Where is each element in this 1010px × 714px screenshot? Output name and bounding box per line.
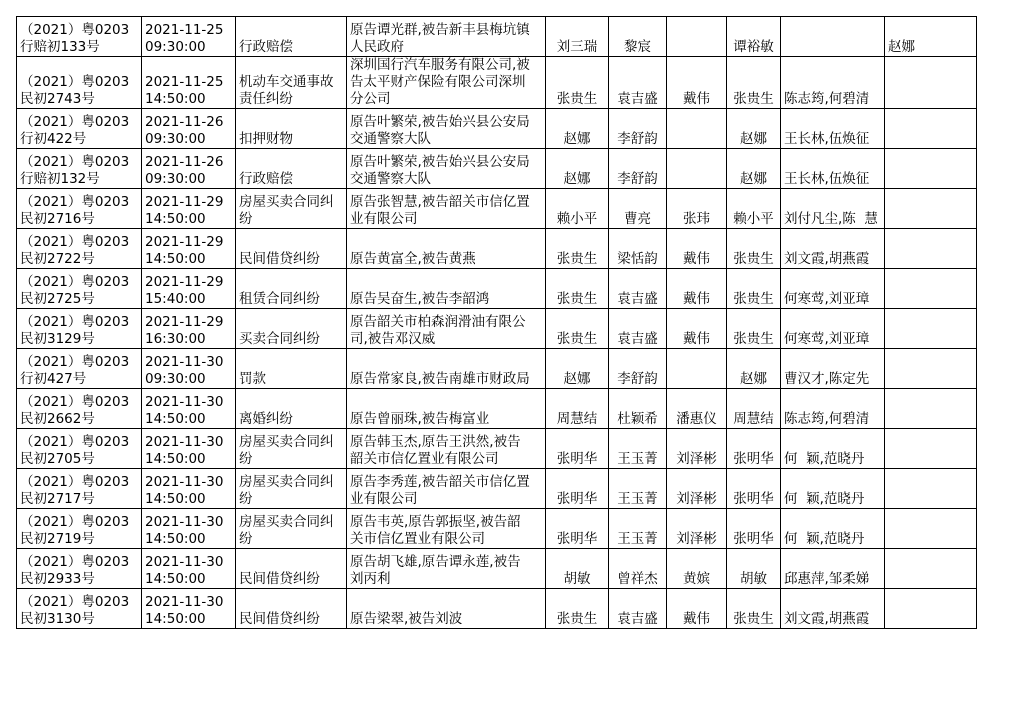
parties-cell: 原告胡飞雄,原告谭永莲,被告 刘丙利: [347, 549, 546, 589]
table-row: [17, 149, 977, 189]
panel-member-1-cell: 杜颖希: [609, 389, 667, 429]
judge-cell: 张明华: [546, 429, 609, 469]
case-number-cell: （2021）粤0203 行赔初132号: [17, 149, 142, 189]
hearing-time-cell: 2021-11-29 16:30:00: [142, 309, 236, 349]
hearing-time-cell: 2021-11-26 09:30:00: [142, 109, 236, 149]
judge-cell: 赖小平: [546, 189, 609, 229]
judge-cell: 张贵生: [546, 57, 609, 109]
case-cause-cell: 民间借贷纠纷: [236, 589, 347, 629]
case-cause-cell: 离婚纠纷: [236, 389, 347, 429]
judge-cell: 赵娜: [546, 349, 609, 389]
panel-member-2-cell: 戴伟: [667, 589, 727, 629]
judge-cell: 张贵生: [546, 589, 609, 629]
presiding-judge-cell: 谭裕敏: [727, 17, 781, 57]
judge-cell: 赵娜: [546, 149, 609, 189]
parties-cell: 原告曾丽珠,被告梅富业: [347, 389, 546, 429]
parties-cell: 深圳国行汽车服务有限公司,被 告太平财产保险有限公司深圳 分公司: [347, 57, 546, 109]
table-row: [17, 509, 977, 549]
judge-cell: 周慧结: [546, 389, 609, 429]
hearing-time-cell: 2021-11-25 14:50:00: [142, 57, 236, 109]
hearing-time-cell: 2021-11-30 09:30:00: [142, 349, 236, 389]
parties-cell: 原告梁翠,被告刘波: [347, 589, 546, 629]
hearing-time-cell: 2021-11-26 09:30:00: [142, 149, 236, 189]
clerk-cell: 陈志筠,何碧清: [781, 389, 885, 429]
panel-member-2-cell: 张玮: [667, 189, 727, 229]
panel-member-1-cell: 李舒韵: [609, 349, 667, 389]
hearing-time-cell: 2021-11-29 14:50:00: [142, 189, 236, 229]
clerk-cell: 刘文霞,胡燕霞: [781, 229, 885, 269]
case-number-cell: （2021）粤0203 民初2722号: [17, 229, 142, 269]
extra-cell: [885, 269, 977, 309]
presiding-judge-cell: 张明华: [727, 469, 781, 509]
panel-member-1-cell: 袁吉盛: [609, 589, 667, 629]
case-number-cell: （2021）粤0203 行赔初133号: [17, 17, 142, 57]
extra-cell: [885, 549, 977, 589]
panel-member-1-cell: 王玉菁: [609, 429, 667, 469]
extra-cell: [885, 57, 977, 109]
extra-cell: [885, 429, 977, 469]
table-row: [17, 589, 977, 629]
case-cause-cell: 房屋买卖合同纠 纷: [236, 189, 347, 229]
panel-member-2-cell: 刘泽彬: [667, 429, 727, 469]
judge-cell: 赵娜: [546, 109, 609, 149]
extra-cell: [885, 589, 977, 629]
presiding-judge-cell: 张明华: [727, 509, 781, 549]
panel-member-2-cell: [667, 109, 727, 149]
extra-cell: 赵娜: [885, 17, 977, 57]
panel-member-2-cell: 戴伟: [667, 309, 727, 349]
panel-member-1-cell: 曾祥杰: [609, 549, 667, 589]
clerk-cell: 何 颖,范晓丹: [781, 469, 885, 509]
extra-cell: [885, 469, 977, 509]
panel-member-2-cell: 潘惠仪: [667, 389, 727, 429]
panel-member-2-cell: [667, 349, 727, 389]
parties-cell: 原告韶关市柏森润滑油有限公 司,被告邓汉威: [347, 309, 546, 349]
panel-member-2-cell: 刘泽彬: [667, 469, 727, 509]
table-row: [17, 17, 977, 57]
panel-member-2-cell: [667, 149, 727, 189]
case-cause-cell: 行政赔偿: [236, 17, 347, 57]
clerk-cell: [781, 17, 885, 57]
case-number-cell: （2021）粤0203 民初2717号: [17, 469, 142, 509]
presiding-judge-cell: 张明华: [727, 429, 781, 469]
clerk-cell: 何寒莺,刘亚璋: [781, 309, 885, 349]
judge-cell: 张明华: [546, 509, 609, 549]
hearing-time-cell: 2021-11-25 09:30:00: [142, 17, 236, 57]
hearing-time-cell: 2021-11-30 14:50:00: [142, 549, 236, 589]
case-number-cell: （2021）粤0203 行初422号: [17, 109, 142, 149]
case-number-cell: （2021）粤0203 民初3130号: [17, 589, 142, 629]
hearing-time-cell: 2021-11-30 14:50:00: [142, 469, 236, 509]
extra-cell: [885, 389, 977, 429]
table-row: [17, 309, 977, 349]
presiding-judge-cell: 张贵生: [727, 309, 781, 349]
case-number-cell: （2021）粤0203 民初2933号: [17, 549, 142, 589]
case-cause-cell: 房屋买卖合同纠 纷: [236, 469, 347, 509]
presiding-judge-cell: 张贵生: [727, 589, 781, 629]
panel-member-1-cell: 袁吉盛: [609, 309, 667, 349]
clerk-cell: 邱惠萍,邹柔娣: [781, 549, 885, 589]
table-row: [17, 389, 977, 429]
clerk-cell: 刘文霞,胡燕霞: [781, 589, 885, 629]
case-cause-cell: 租赁合同纠纷: [236, 269, 347, 309]
case-cause-cell: 行政赔偿: [236, 149, 347, 189]
hearing-time-cell: 2021-11-30 14:50:00: [142, 589, 236, 629]
case-cause-cell: 罚款: [236, 349, 347, 389]
parties-cell: 原告韩玉杰,原告王洪然,被告 韶关市信亿置业有限公司: [347, 429, 546, 469]
parties-cell: 原告叶繁荣,被告始兴县公安局 交通警察大队: [347, 149, 546, 189]
hearing-time-cell: 2021-11-30 14:50:00: [142, 509, 236, 549]
judge-cell: 张贵生: [546, 229, 609, 269]
parties-cell: 原告李秀莲,被告韶关市信亿置 业有限公司: [347, 469, 546, 509]
parties-cell: 原告吴奋生,被告李韶鸿: [347, 269, 546, 309]
panel-member-1-cell: 李舒韵: [609, 109, 667, 149]
presiding-judge-cell: 赵娜: [727, 149, 781, 189]
parties-cell: 原告韦英,原告郭振坚,被告韶 关市信亿置业有限公司: [347, 509, 546, 549]
judge-cell: 张贵生: [546, 309, 609, 349]
table-body: [17, 17, 977, 629]
parties-cell: 原告叶繁荣,被告始兴县公安局 交通警察大队: [347, 109, 546, 149]
case-number-cell: （2021）粤0203 民初2662号: [17, 389, 142, 429]
presiding-judge-cell: 周慧结: [727, 389, 781, 429]
extra-cell: [885, 149, 977, 189]
clerk-cell: 陈志筠,何碧清: [781, 57, 885, 109]
parties-cell: 原告张智慧,被告韶关市信亿置 业有限公司: [347, 189, 546, 229]
parties-cell: 原告黄富全,被告黄燕: [347, 229, 546, 269]
case-cause-cell: 机动车交通事故 责任纠纷: [236, 57, 347, 109]
panel-member-2-cell: 刘泽彬: [667, 509, 727, 549]
panel-member-2-cell: 戴伟: [667, 269, 727, 309]
case-cause-cell: 买卖合同纠纷: [236, 309, 347, 349]
case-number-cell: （2021）粤0203 行初427号: [17, 349, 142, 389]
table-row: [17, 229, 977, 269]
panel-member-1-cell: 王玉菁: [609, 509, 667, 549]
table-row: [17, 269, 977, 309]
presiding-judge-cell: 张贵生: [727, 57, 781, 109]
panel-member-1-cell: 黎宸: [609, 17, 667, 57]
panel-member-2-cell: 黄嫔: [667, 549, 727, 589]
table-row: [17, 109, 977, 149]
panel-member-1-cell: 梁恬韵: [609, 229, 667, 269]
table-row: [17, 429, 977, 469]
case-number-cell: （2021）粤0203 民初2716号: [17, 189, 142, 229]
case-number-cell: （2021）粤0203 民初3129号: [17, 309, 142, 349]
clerk-cell: 曹汉才,陈定先: [781, 349, 885, 389]
extra-cell: [885, 309, 977, 349]
clerk-cell: 何寒莺,刘亚璋: [781, 269, 885, 309]
table-row: [17, 549, 977, 589]
parties-cell: 原告常家良,被告南雄市财政局: [347, 349, 546, 389]
clerk-cell: 何 颖,范晓丹: [781, 509, 885, 549]
table-row: [17, 349, 977, 389]
clerk-cell: 王长林,伍焕征: [781, 109, 885, 149]
table-row: [17, 469, 977, 509]
hearing-time-cell: 2021-11-29 14:50:00: [142, 229, 236, 269]
case-cause-cell: 民间借贷纠纷: [236, 229, 347, 269]
hearing-schedule-table: [16, 16, 977, 629]
panel-member-1-cell: 袁吉盛: [609, 57, 667, 109]
extra-cell: [885, 229, 977, 269]
hearing-time-cell: 2021-11-30 14:50:00: [142, 429, 236, 469]
hearing-time-cell: 2021-11-30 14:50:00: [142, 389, 236, 429]
panel-member-2-cell: 戴伟: [667, 229, 727, 269]
presiding-judge-cell: 张贵生: [727, 229, 781, 269]
judge-cell: 刘三瑞: [546, 17, 609, 57]
case-number-cell: （2021）粤0203 民初2743号: [17, 57, 142, 109]
clerk-cell: 王长林,伍焕征: [781, 149, 885, 189]
case-number-cell: （2021）粤0203 民初2719号: [17, 509, 142, 549]
presiding-judge-cell: 赖小平: [727, 189, 781, 229]
clerk-cell: 刘付凡尘,陈 慧: [781, 189, 885, 229]
parties-cell: 原告谭光群,被告新丰县梅坑镇 人民政府: [347, 17, 546, 57]
case-cause-cell: 房屋买卖合同纠 纷: [236, 509, 347, 549]
judge-cell: 胡敏: [546, 549, 609, 589]
clerk-cell: 何 颖,范晓丹: [781, 429, 885, 469]
panel-member-1-cell: 李舒韵: [609, 149, 667, 189]
presiding-judge-cell: 赵娜: [727, 109, 781, 149]
judge-cell: 张贵生: [546, 269, 609, 309]
panel-member-2-cell: [667, 17, 727, 57]
panel-member-2-cell: 戴伟: [667, 57, 727, 109]
extra-cell: [885, 509, 977, 549]
panel-member-1-cell: 袁吉盛: [609, 269, 667, 309]
panel-member-1-cell: 曹亮: [609, 189, 667, 229]
case-cause-cell: 民间借贷纠纷: [236, 549, 347, 589]
case-number-cell: （2021）粤0203 民初2725号: [17, 269, 142, 309]
hearing-time-cell: 2021-11-29 15:40:00: [142, 269, 236, 309]
extra-cell: [885, 349, 977, 389]
case-cause-cell: 房屋买卖合同纠 纷: [236, 429, 347, 469]
case-number-cell: （2021）粤0203 民初2705号: [17, 429, 142, 469]
case-cause-cell: 扣押财物: [236, 109, 347, 149]
panel-member-1-cell: 王玉菁: [609, 469, 667, 509]
extra-cell: [885, 109, 977, 149]
judge-cell: 张明华: [546, 469, 609, 509]
table-row: [17, 189, 977, 229]
presiding-judge-cell: 张贵生: [727, 269, 781, 309]
extra-cell: [885, 189, 977, 229]
presiding-judge-cell: 胡敏: [727, 549, 781, 589]
table-row: [17, 57, 977, 109]
presiding-judge-cell: 赵娜: [727, 349, 781, 389]
